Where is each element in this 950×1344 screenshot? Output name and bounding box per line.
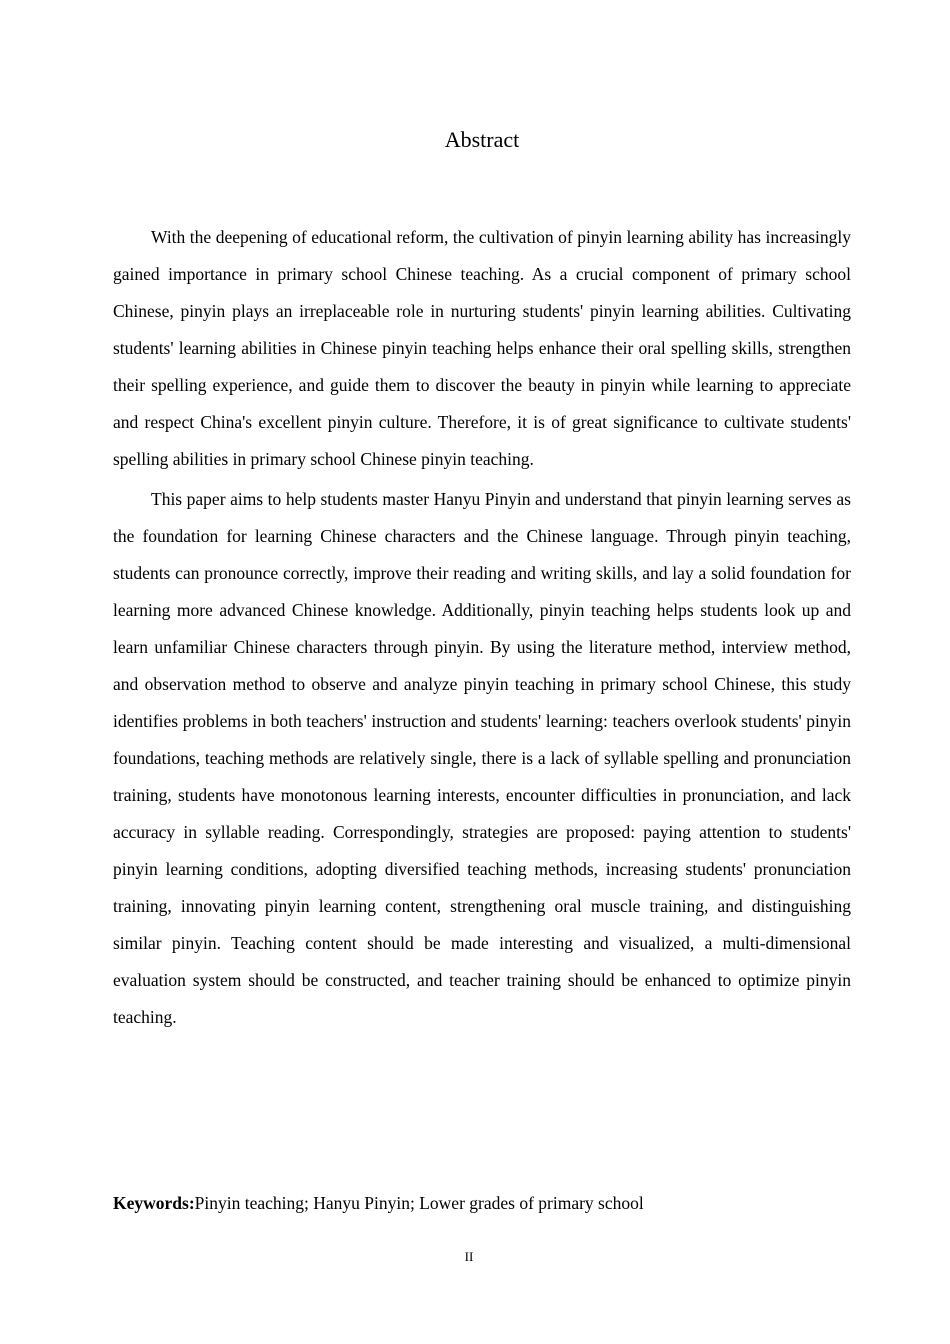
abstract-title: Abstract <box>444 127 520 152</box>
keywords-line <box>113 1188 851 1218</box>
abstract-body <box>113 219 851 1036</box>
abstract-paragraph-2: This paper aims to help students master Hanyu Pinyin and understand that pinyin learning serves as the foundation for learning Chinese characters and the Chinese language. Through pinyin teaching, students can pronounce correctly, improve their reading and writing skills, and lay a solid foundation for learning more advanced Chinese knowledge. Additionally, pinyin teaching helps students look up and learn unfamiliar Chinese characters through pinyin. By using the literature method, interview method, and observation method to observe and analyze pinyin teaching in primary school Chinese, this study identifies problems in both teachers' instruction and students' learning: teachers overlook students' pinyin foundations, teaching methods are relatively single, there is a lack of syllable spelling and pronunciation training, students have monotonous learning interests, encounter difficulties in pronunciation, and lack accuracy in syllable reading. Correspondingly, strategies are proposed: paying attention to students' pinyin learning conditions, adopting diversified teaching methods, increasing students' pronunciation training, innovating pinyin learning content, strengthening oral muscle training, and distinguishing similar pinyin. Teaching content should be made interesting and visualized, a multi-dimensional evaluation system should be constructed, and teacher training should be enhanced to optimize pinyin teaching. <box>113 489 851 1027</box>
keywords-label: Keywords: <box>113 1193 195 1213</box>
keywords-text: Pinyin teaching; Hanyu Pinyin; Lower grades of primary school <box>194 1193 644 1213</box>
page-number: II <box>464 1249 474 1264</box>
abstract-paragraph-1: With the deepening of educational reform, the cultivation of pinyin learning ability has increasingly gained importance in primary school Chinese teaching. As a crucial component of primary school Chinese, pinyin plays an irreplaceable role in nurturing students' pinyin learning abilities. Cultivating students' learning abilities in Chinese pinyin teaching helps enhance their oral spelling skills, strengthen their spelling experience, and guide them to discover the beauty in pinyin while learning to appreciate and respect China's excellent pinyin culture. Therefore, it is of great significance to cultivate students' spelling abilities in primary school Chinese pinyin teaching. <box>113 227 851 469</box>
